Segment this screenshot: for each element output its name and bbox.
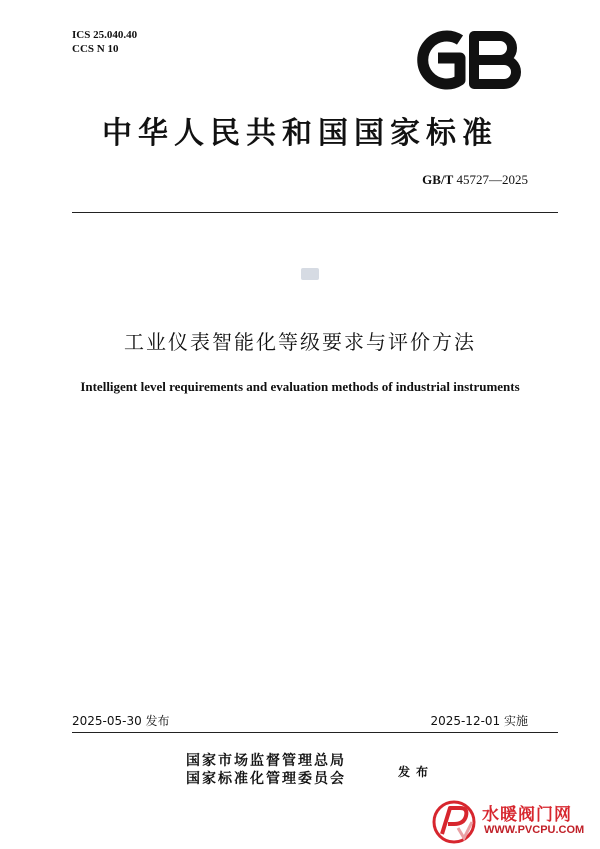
classification-codes bbox=[72, 28, 137, 56]
watermark-url: WWW.PVCPU.COM bbox=[484, 824, 585, 836]
issuer-2: 国家标准化管理委员会 bbox=[186, 771, 346, 787]
issuer-1: 国家市场监督管理总局 bbox=[186, 753, 346, 769]
top-divider bbox=[72, 212, 558, 213]
document-title-en: Intelligent level requirements and evaluation methods of industrial instruments bbox=[80, 379, 520, 394]
issue-date: 2025-05-30 发布 bbox=[72, 714, 170, 728]
ics-code: ICS 25.040.40 bbox=[72, 29, 138, 41]
implement-date: 2025-12-01 实施 bbox=[430, 714, 528, 728]
issuing-authorities bbox=[186, 752, 346, 788]
gb-logo-icon bbox=[404, 30, 528, 90]
standard-code: 45727—2025 bbox=[456, 172, 528, 187]
standard-number bbox=[422, 172, 528, 188]
watermark-title: 水暖阀门网 bbox=[482, 805, 572, 825]
national-standard-title: 中华人民共和国国家标准 bbox=[102, 116, 498, 151]
document-title-cn: 工业仪表智能化等级要求与评价方法 bbox=[124, 330, 476, 354]
bottom-divider bbox=[72, 732, 558, 733]
publish-label: 发布 bbox=[398, 765, 435, 779]
standard-prefix: GB/T bbox=[422, 172, 454, 187]
ccs-code: CCS N 10 bbox=[72, 43, 119, 55]
small-stamp-icon bbox=[301, 268, 319, 280]
